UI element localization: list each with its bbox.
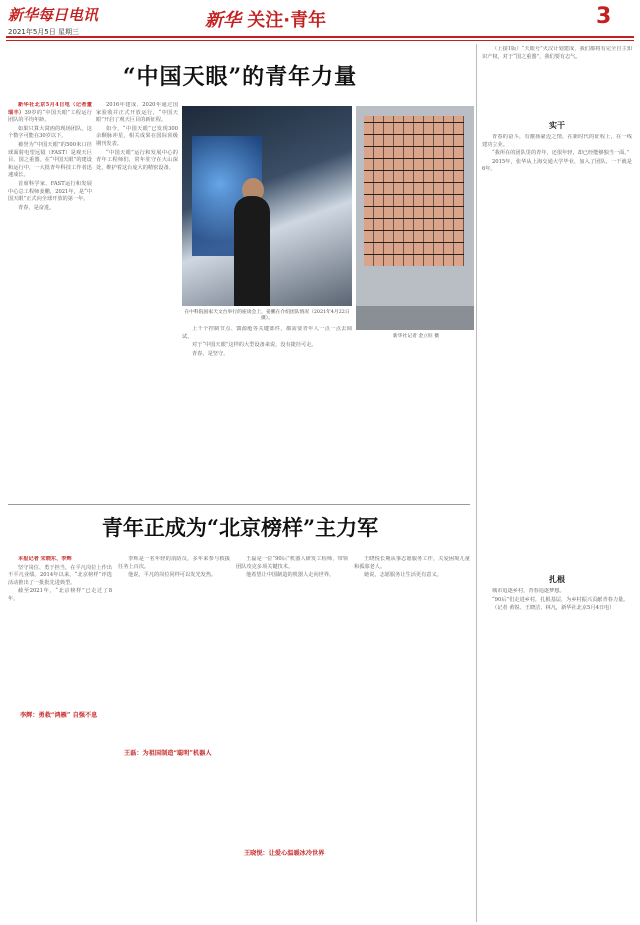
subheading-wang-xiaoyue: 王晓悦：让爱心温暖冰冷世界 [244, 850, 325, 857]
article1-column-2 [96, 102, 178, 498]
article1-lead: 新华社北京5月4日电（记者董瑞丰） [8, 102, 92, 116]
masthead [8, 4, 98, 37]
photo1-caption: 在中科院国家天文台举行的座谈会上，姜鹏在介绍团队情况（2021年4月22日摄）。 [184, 310, 350, 321]
paragraph: 如今，“中国天眼”已发现300余颗脉冲星，相关成果在国际顶级期刊发表。 [96, 125, 178, 147]
paragraph: 上千个控制节点、馈源舱等关键部件，都需要青年人一点一点去调试。 [182, 326, 352, 340]
photo2-caption: 新华社记者 金立旺 摄 [392, 334, 440, 339]
paragraph: 李辉是一名年轻的消防员，多年来参与救援任务上百次。 [118, 556, 230, 570]
paragraph: 她说，志愿服务让生活更有意义。 [364, 572, 442, 579]
section-title: 关注·青年 [247, 10, 327, 31]
paragraph: 截至2021年，“北京榜样”已走过了8年。 [8, 588, 112, 602]
floor [356, 306, 474, 330]
paragraph: 被誉为“中国天眼”的500米口径球面射电望远镜（FAST）是观天巨目、国之重器。在“中国天眼”的建设和运行中，一大批青年科技工作者迅速成长。 [8, 141, 92, 179]
news-photo-speaker [182, 106, 352, 306]
article2-column-3 [236, 556, 348, 922]
paragraph: 青春，是坚守。 [192, 350, 229, 357]
paragraph: “我所在的团队里的青年，还很年轻，却已经能够独当一面。” [492, 150, 630, 157]
header-rule [6, 36, 634, 38]
section-brand: 新华 [205, 10, 241, 31]
paragraph: 王磊是一位“90后”机器人研发工程师，带领团队攻克多项关键技术。 [236, 556, 348, 570]
section-divider [8, 504, 470, 505]
paragraph: 如果只算大窝凼的现场团队，这个数字可能在30岁以下。 [8, 125, 92, 140]
paragraph: 2016年建成、2020年通过国家验收并正式开放运行，“中国天眼”开启了观天巨目的新征程。 [96, 102, 178, 124]
paragraph: 39岁的“中国天眼”工程运行团队的平均年龄。 [8, 109, 92, 124]
section-header [205, 6, 326, 32]
header-rule-thin [6, 40, 634, 41]
paragraph: “中国天眼”运行和发展中心的青年工程师们，常年驻守在大山深处，维护着这台庞大的精密设备。 [96, 149, 178, 171]
issue-date: 2021年5月5日 星期三 [8, 28, 79, 36]
article2-byline: 本报记者 宋晓东、李辉 [18, 556, 72, 562]
paragraph: 首席科学家、FAST运行和发展中心总工程师姜鹏，2021年，是“中国天眼”正式向全球开放的第一年。 [8, 180, 92, 203]
article2-headline: 青年正成为“北京榜样”主力军 [101, 515, 379, 540]
right-heading-shigan: 实干 [549, 121, 565, 130]
subheading-li-hui: 李辉：勇救“鸿雁” 自强不息 [20, 712, 98, 719]
article2-column-1 [8, 556, 112, 922]
paragraph: 他说，平凡的岗位同样可以发光发热。 [128, 572, 217, 579]
paragraph: 2015年，张华从上海交通大学毕业，加入了团队，一干就是6年。 [482, 158, 632, 173]
paragraph: 对于“中国天眼”这样的大型设备来说，没有捷径可走。 [192, 342, 317, 349]
article1-column-1 [8, 102, 92, 498]
page-number: 3 [596, 4, 612, 29]
news-photo-wall [356, 106, 474, 330]
paragraph: 青春，是奋进。 [18, 204, 55, 211]
paragraph: 王晓悦长期从事志愿服务工作，关爱困境儿童和孤寡老人。 [354, 556, 470, 570]
continued-intro [482, 46, 632, 116]
article2-column-2 [118, 556, 230, 922]
subheading-wang-lei: 王磊：为祖国制造“聪明”机器人 [124, 750, 212, 757]
paragraph: “90后”们走进乡村，扎根基层，为乡村振兴贡献青春力量。 [492, 596, 629, 603]
paragraph: 他希望让中国制造的机器人走向世界。 [246, 572, 335, 579]
article1-column-3 [182, 326, 352, 498]
paragraph: 青春的奋斗，有激扬豪迈之情，在新时代的征程上，在一线建功立业。 [482, 134, 632, 148]
paragraph: 城市追逐乡村，青春追逐梦想。 [492, 588, 565, 594]
right-heading-zhagen: 扎根 [549, 575, 565, 584]
paragraph: 坚守岗位、勇于担当，在平凡岗位上作出不平凡业绩。2014年以来，“北京榜样”评选活动推出了一批批先进典型。 [8, 564, 112, 586]
column-divider [476, 44, 477, 922]
right-column-a [482, 134, 632, 566]
newspaper-brand: 新华每日电讯 [8, 6, 99, 24]
article2-column-4 [354, 556, 470, 922]
person-body [234, 196, 270, 306]
right-column-b [482, 588, 632, 922]
paragraph: （上接1版）“天眼号”火汉计划建成，我们都将有完全自主知识产权，对于“国之重器”，我们要有志气。 [482, 46, 632, 60]
article1-headline: “中国天眼”的青年力量 [122, 64, 358, 90]
portrait-board [364, 116, 464, 266]
paragraph: （记者 黄锐、王晓洁、林凡，新华社北京5月4日电） [492, 605, 615, 612]
